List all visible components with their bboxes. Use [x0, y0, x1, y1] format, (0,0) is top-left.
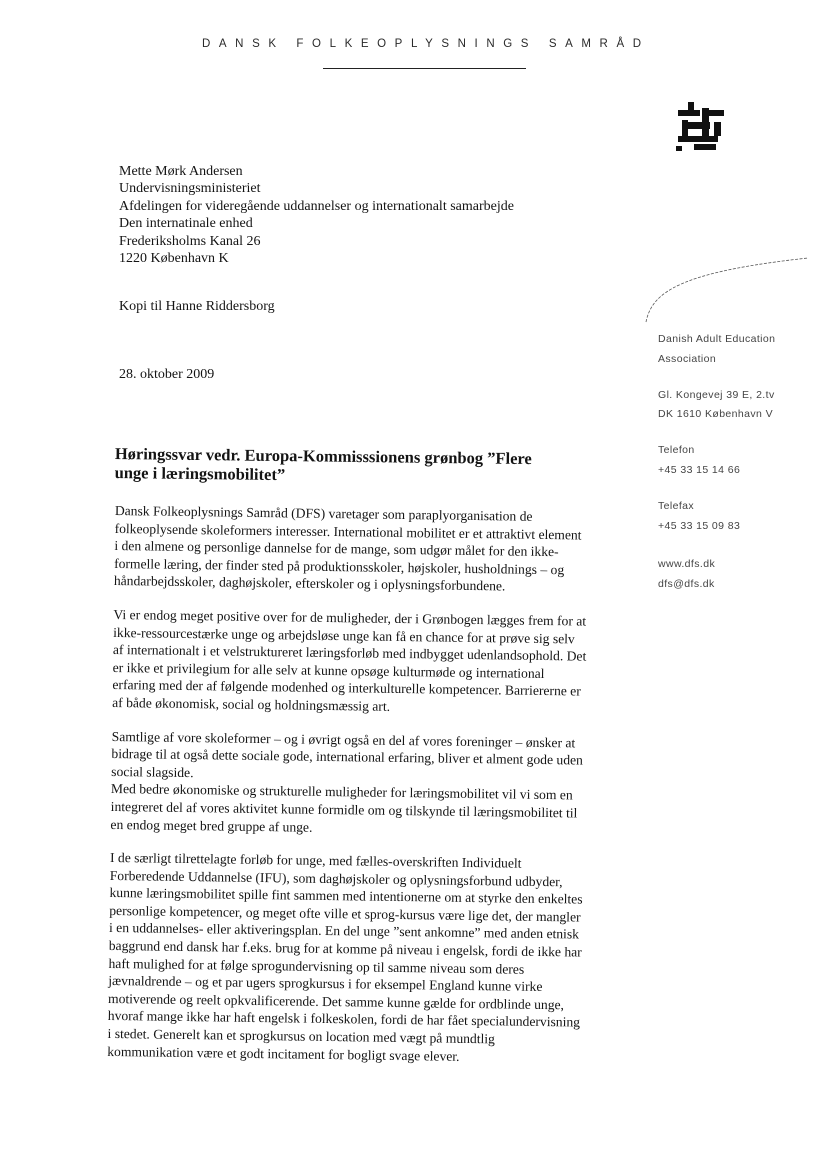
sidebar-org-line1: Danish Adult Education	[658, 333, 776, 345]
body-line: kommunikation være et godt incitament for bogligt svage elever.	[107, 1043, 460, 1064]
body-line: af både økonomisk, social og holdningsmæssig art.	[112, 694, 391, 714]
letterhead-rule	[323, 68, 526, 69]
sidebar-phone-label: Telefon	[658, 444, 695, 456]
sidebar-fax: +45 33 15 09 83	[658, 520, 741, 532]
recipient-address	[119, 163, 514, 267]
recipient-street: Frederiksholms Kanal 26	[119, 233, 261, 249]
recipient-city: 1220 København K	[119, 251, 229, 267]
body-line: motiverende og reelt opkvalificerende. Det samme kunne gælde for ordblinde unge,	[107, 990, 565, 1013]
letter-date: 28. oktober 2009	[119, 367, 215, 382]
sidebar-email: dfs@dfs.dk	[658, 578, 715, 590]
sidebar-address-line1: Gl. Kongevej 39 E, 2.tv	[658, 389, 775, 401]
paragraph-5	[107, 849, 630, 1067]
subject-heading	[115, 444, 635, 488]
letterhead-org-name: DANSK FOLKEOPLYSNINGS SAMRÅD	[202, 38, 650, 50]
body-line: Dansk Folkeoplysnings Samråd (DFS) varetager som paraplyorganisation de	[114, 502, 533, 524]
paragraph-2	[112, 606, 633, 719]
body-line: formelle læring, der finder sted på produktionsskoler, højskoler, husholdnings – og	[114, 555, 565, 578]
body-line: baggrund end dansk har f.eks. brug for at komme på niveau i engelsk, fordi de ikke har	[108, 938, 582, 960]
paragraph-1	[114, 502, 635, 597]
paragraph-4	[110, 780, 631, 840]
body-line: er ikke et privilegium for alle selv at kunne opsøge kulturmøde og international	[112, 659, 545, 681]
body-line: I de særligt tilrettelagte forløb for unge, med fælles-overskriften Individuelt	[109, 850, 522, 871]
body-line: personlige kompetencer, og meget ofte ville et sprog-kursus være lige det, der mangler	[109, 902, 581, 925]
recipient-ministry: Undervisningsministeriet	[119, 181, 261, 197]
body-line: i en uddannelses- eller aktiveringsplan. En del unge ”sent ankomne” med anden etnisk	[108, 920, 580, 942]
body-line: Samtlige af vore skoleformer – og i øvrigt også en del af vores foreninger – ønsker at	[111, 728, 576, 750]
paragraph-3	[111, 728, 632, 788]
body-line: i stedet. Generelt kan et sprogkursus on location med vægt på mundtlig	[107, 1025, 496, 1047]
subject-line-2: unge i læringsmobilitet”	[114, 462, 286, 485]
dfs-logo-icon	[672, 100, 732, 160]
body-line: erfaring med der af følgende modenhed og interkulturelle kompetencer. Barriererne er	[112, 677, 581, 699]
body-line: håndarbejdsskoler, daghøjskoler, efterskoler og i oplysningsforbundene.	[113, 573, 506, 594]
decorative-curve	[640, 252, 810, 324]
body-line: kunne læringsmobilitet spille fint sammen med intentionerne om at styrke den enkeltes	[109, 885, 583, 907]
body-line: jævnaldrende – og et par ugers sprogkursus i for eksempel England kunne virke	[108, 973, 543, 995]
sidebar-phone: +45 33 15 14 66	[658, 464, 741, 476]
body-line: ikke-ressourcestærke unge og arbejdsløse unge kan få en chance for at prøve sig selv	[113, 624, 575, 646]
body-line: haft mulighed for at følge sprogundervisning op til samme niveau som deres	[108, 955, 525, 977]
sidebar-address-line2: DK 1610 København V	[658, 408, 774, 420]
body-line: bidrage til at også dette sociale gode, international erfaring, bliver et alment gode uden	[111, 746, 584, 768]
sidebar-org-line2: Association	[658, 353, 717, 365]
recipient-unit: Den internatinale enhed	[119, 216, 253, 232]
letter-body	[107, 502, 635, 1067]
copy-line: Kopi til Hanne Riddersborg	[119, 299, 275, 314]
body-line: af internationalt i et velstruktureret læringsforløb med indbygget udenlandsophold. Det	[112, 642, 587, 664]
body-line: Forberedende Uddannelse (IFU), som daghøjskoler og oplysningsforbund udbyder,	[109, 867, 563, 889]
body-line: folkeoplysende skoleformers interesser. International mobilitet er et attraktivt element	[114, 520, 582, 543]
subject-line-1: Høringssvar vedr. Europa-Kommisssionens grønbog ”Flere	[114, 444, 532, 469]
body-line: en endog meget bred gruppe af unge.	[110, 816, 313, 835]
body-line: social slagside.	[111, 763, 194, 780]
body-line: integreret del af vores aktivitet kunne formidle om og tilskynde til læringsmobilitet til	[110, 798, 578, 821]
body-line: Med bedre økonomiske og strukturelle muligheder for læringsmobilitet vil vi som en	[110, 781, 573, 803]
body-line: Vi er endog meget positive over for de muligheder, der i Grønbogen lægges frem for at	[113, 606, 587, 629]
sidebar-fax-label: Telefax	[658, 500, 695, 512]
body-line: hvoraf mange ikke har haft engelsk i folkeskolen, fordi de har fået specialundervisning	[107, 1008, 581, 1030]
body-line: i den almene og personlige dannelse for de mange, som udgør målet for den ikke-	[114, 538, 559, 560]
recipient-name: Mette Mørk Andersen	[119, 164, 243, 179]
sidebar-website: www.dfs.dk	[658, 558, 716, 570]
recipient-department: Afdelingen for videregående uddannelser og internationalt samarbejde	[119, 198, 514, 214]
